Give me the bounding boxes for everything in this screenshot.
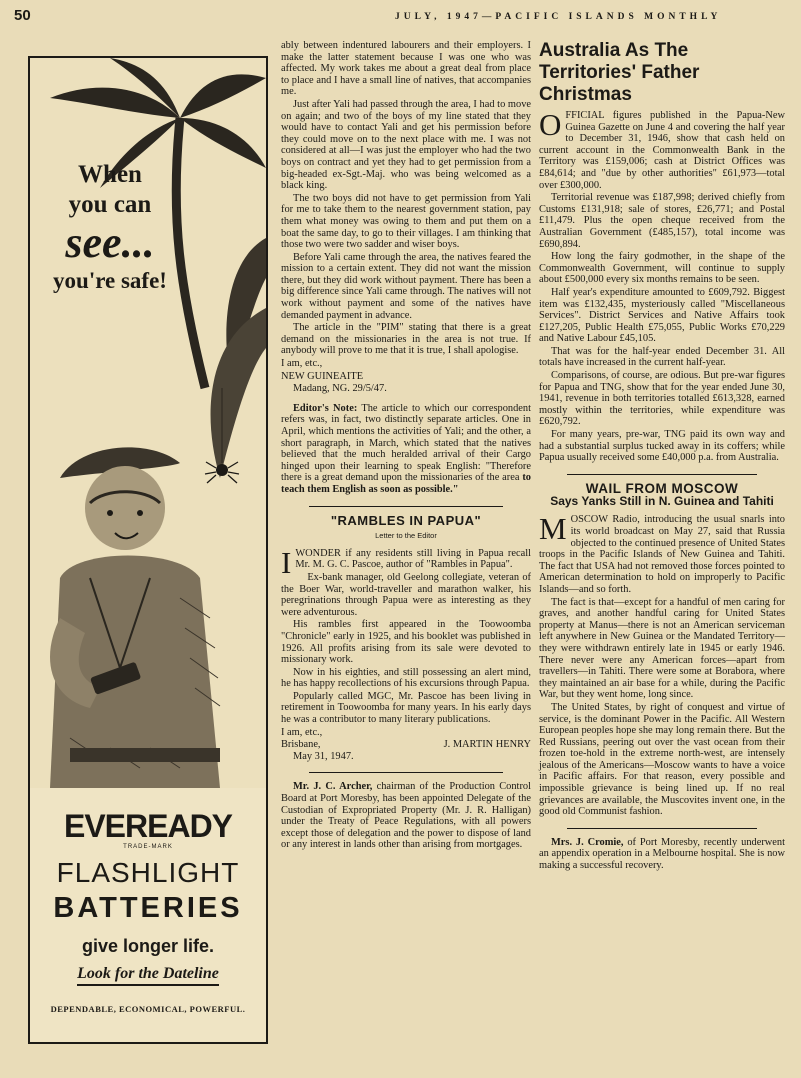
trademark-label: TRADE-MARK — [123, 844, 173, 850]
moscow-first-paragraph: OSCOW Radio, introducing the usual snarls into its world broadcast on May 27, said that Russia objected to the continued presence of United States troops in the Pacific Islands of New Guinea and Tahiti. The fact that USA had not removed those forces pointed to American determination to hold on improperly to Pacific Islands—and so forth. — [539, 514, 785, 595]
australia-paragraph: Half year's expenditure amounted to £609,792. Biggest item was £132,435, mysteriously called "Miscellaneous Services". District Services and Native Affairs took £127,205, Public Health £75,055, Public Works £70,229 and Native Labour £45,105. — [539, 286, 785, 345]
ad-footer: DEPENDABLE, ECONOMICAL, POWERFUL. — [50, 1004, 246, 1014]
rambles-paragraph: Now in his eighties, and still possessing an alert mind, he has happy recollections of his excursions through Papua. — [281, 666, 531, 690]
rambles-dropcap: I — [281, 544, 292, 580]
editors-note-ending: to teach them English as soon as possible." — [281, 472, 531, 495]
moscow-headline: WAIL FROM MOSCOW — [585, 480, 739, 496]
headline-line-4: you're safe! — [53, 268, 167, 293]
product-line-1: FLASHLIGHT — [56, 857, 240, 888]
rambles-signoff — [281, 739, 531, 751]
australia-paragraph: Territorial revenue was £187,998; derived chiefly from Customs £131,918; sale of stores, £26,771; and Postal £11,479. Plus the open cheque received from the Australian Government (£485,157), total income was £690,894. — [539, 192, 785, 250]
rambles-date: May 31, 1947. — [293, 750, 354, 762]
running-head: JULY, 1947—PACIFIC ISLANDS MONTHLY — [395, 12, 722, 22]
rambles-paragraph: Popularly called MGC, Mr. Pascoe has been living in retirement in Toowoomba for many years. In his early days he was a contributor to many literary publications. — [281, 690, 531, 726]
letter-paragraph: ably between indentured labourers and their employers. I make the latter statement because I was one who was affected. My work takes me about a great deal from place to place and I have a small line of natives, that accompanies me. — [281, 40, 531, 98]
rambles-paragraph: Ex-bank manager, old Geelong collegiate, veteran of the Boer War, world-traveller and marathon walker, his peregrinations through Papua were as interesting as they were adventurous. — [281, 571, 531, 618]
product-line-2: BATTERIES — [53, 892, 243, 924]
moscow-dropcap: M — [539, 511, 567, 547]
headline-line-3: see... — [65, 218, 155, 267]
ad-product-block — [30, 788, 266, 1042]
brand-name: EVEREADY — [63, 808, 233, 844]
ad-headline — [30, 160, 190, 296]
letter-new-guineaite — [281, 40, 531, 395]
letter-signature: NEW GUINEAITE — [281, 370, 364, 382]
page-header — [0, 0, 801, 30]
australia-headline: Australia As The Territories' Father Christmas — [539, 40, 700, 105]
archer-name: Mr. J. C. Archer, — [293, 781, 373, 793]
divider — [567, 474, 757, 475]
letter-paragraph: Before Yali came through the area, the natives feared the mission to a certain extent. They did not want the mission there, but they did work without payment. There has been a big difference since Yali came through. The natives will not work without payment and some of the natives have demanded payment in advance. — [281, 251, 531, 321]
australia-paragraph: For many years, pre-war, TNG paid its own way and had a substantial surplus tucked away in its coffers; while Papua usually received some £40,000 p.a. from Australia. — [539, 429, 785, 464]
rambles-first-paragraph: WONDER if any residents still living in Papua recall Mr. M. G. C. Pascoe, author of "Rambles in Papua". — [295, 547, 531, 571]
ad-dateline: Look for the Dateline — [77, 965, 219, 986]
cromie-text: of Port Moresby, recently underwent an appendix operation in a Melbourne hospital. She is now making a successful recovery. — [539, 836, 785, 872]
headline-line-2: you can — [68, 191, 152, 218]
editors-note-label: Editor's Note: — [293, 402, 358, 414]
australia-article — [539, 40, 785, 464]
australia-dropcap: O — [539, 107, 562, 142]
moscow-article — [539, 480, 785, 818]
page-number: 50 — [14, 7, 31, 24]
ad-tagline: give longer life. — [81, 936, 215, 956]
letter-place-date: Madang, NG. 29/5/47. — [293, 383, 387, 395]
divider — [567, 828, 757, 829]
letter-paragraph: Just after Yali had passed through the area, I had to move on again; and two of the boys of my line stated that they would have to contact Yali and get his permission before they could move on to the next place with me. I was not considered at all—I was just the employer who had the two boys on contract and yet they had to get permission from a big-headed ex-Sgt.-Maj. who was being welcomed as a black king. — [281, 98, 531, 192]
rambles-subtitle: Letter to the Editor — [375, 531, 437, 541]
australia-paragraph: How long the fairy godmother, in the shape of the Commonwealth Government, will continue to supply about £500,000 every six months remains to be seen. — [539, 251, 785, 286]
rambles-title: "RAMBLES IN PAPUA" — [330, 512, 482, 528]
column-right — [539, 40, 785, 873]
rambles-signature: J. MARTIN HENRY — [443, 739, 531, 751]
australia-first-paragraph: FFICIAL figures published in the Papua-New Guinea Gazette on June 4 and covering the half year to December 31, 1946, show that cash held on current account in the Commonwealth Bank in the Territory was £159,006; cash at District Offices was £84,614; and "due by other authorities" £61,973—total over £300,000. — [539, 110, 785, 191]
rambles-in-papua-letter — [281, 512, 531, 763]
divider — [309, 772, 503, 773]
rambles-paragraph: His rambles first appeared in the Toowoomba "Chronicle" early in 1925, and his booklet was published in 1926. All profits arising from its sale were devoted to missionary work. — [281, 619, 531, 666]
rambles-closing: I am, etc., — [281, 726, 323, 738]
column-middle — [281, 40, 531, 852]
australia-paragraph: Comparisons, of course, are odious. But pre-war figures for Papua and TNG, show that for the year ended June 30, 1941, revenue in both territories totalled £613,328, earned mostly within the territories, while expenditure was £620,792. — [539, 370, 785, 428]
letter-closing: I am, etc., — [281, 358, 323, 370]
headline-line-1: When — [78, 161, 142, 188]
moscow-paragraph: The United States, by right of conquest and virtue of service, is the dominant Power in the Pacific. All Western European peoples hope she may long remain there. But the Red Russians, peering out over the vast ocean from their frozen toe-hold in the extreme north-west, are intensely jealous of the Americans—Moscow wants to have a voice in Pacific affairs. For that reason, every possible and impossible grievance is being lined up. If no real grievances are available, the Muscovites invent one, in the good old Communist fashion. — [539, 701, 785, 818]
cromie-item — [539, 837, 785, 872]
rambles-place: Brisbane, — [281, 739, 321, 751]
moscow-paragraph: The fact is that—except for a handful of men caring for graves, and another handful caring for United States property at Manus—there is not an American serviceman left anywhere in New Guinea or the Mandated Territory—they were withdrawn entirely late in 1945 or early 1946. There never were any American forces—apart from travellers—in Tahiti. There were some at Borabora, where they maintained an air base for a while, during the Pacific War, but they went home, long since. — [539, 596, 785, 701]
editors-note-text: The article to which our correspondent refers was, in fact, two distinctly separate articles. One in April, which mentions the activities of Yali; and the other, a short paragraph, in March, which stated that the natives believed that the much heralded arrival of their Cargo hinged upon their learning to speak English: "Therefore there is a great demand upon the missionaries of the area — [281, 402, 531, 484]
letter-paragraph: The two boys did not have to get permission from Yali for me to take them to the nearest government station, pay them what money was owing to them and put them on a boat the same day, to go to their villages. I am thinking that those two were two sadder and wiser boys. — [281, 192, 531, 251]
australia-paragraph: That was for the half-year ended December 31. All totals have increased in the current half-year. — [539, 345, 785, 369]
archer-text: chairman of the Production Control Board at Port Moresby, has been appointed Delegate of the Custodian of Expropriated Property (Mr. J. R. Halligan) under the Treaty of Peace Regulations, with all powers except those of delegation and the power to dispose of land or any interest in lands other than arising from mortgages. — [281, 781, 531, 851]
divider — [309, 506, 503, 507]
moscow-subheadline: Says Yanks Still in N. Guinea and Tahiti — [550, 494, 774, 509]
archer-item — [281, 781, 531, 851]
cromie-name: Mrs. J. Cromie, — [551, 836, 624, 848]
editors-note — [281, 403, 531, 496]
letter-paragraph: The article in the "PIM" stating that there is a great demand on the missionaries in the area is not true. If anybody will prove to me that it is true, I shall apologise. — [281, 322, 531, 357]
eveready-advertisement — [28, 56, 268, 1044]
